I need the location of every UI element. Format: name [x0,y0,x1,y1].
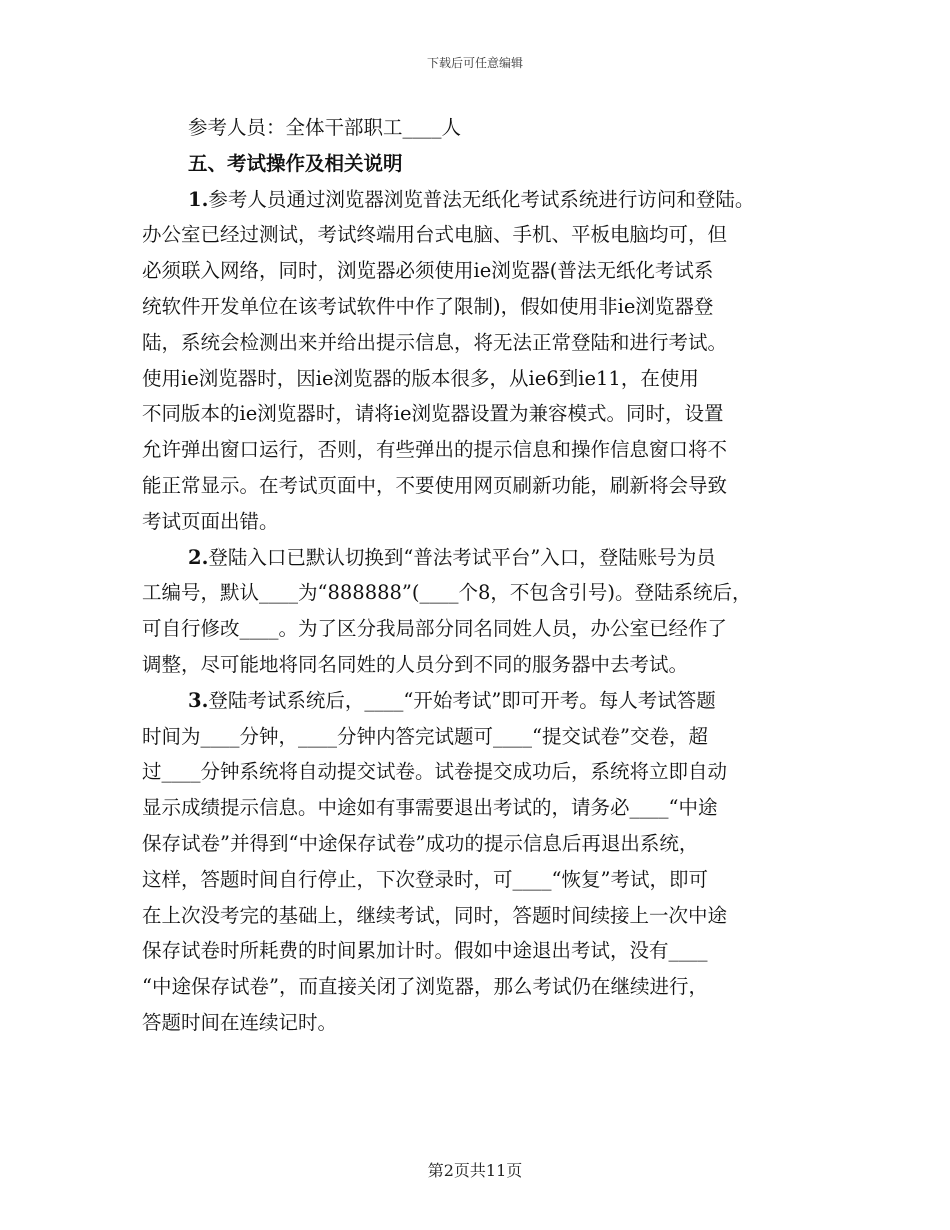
section-title: 五、考试操作及相关说明 [188,151,403,175]
paragraph-line: 调整，尽可能地将同名同姓的人员分到不同的服务器中去考试。 [142,652,689,676]
paragraph-1 [142,182,814,540]
paragraph-line: 能正常显示。在考试页面中，不要使用网页刷新功能，刷新将会导致 [142,473,728,497]
paragraph-line: 工编号，默认____为“888888”(____个8，不包含引号)。登陆系统后， [142,581,752,605]
page-footer: 第2页共11页 [427,1161,523,1180]
paragraph-3 [142,683,814,1041]
paragraph-line: 保存试卷时所耗费的时间累加计时。假如中途退出考试，没有____ [142,939,708,963]
paragraph-line: 1.参考人员通过浏览器浏览普法无纸化考试系统进行访问和登陆。 [188,187,755,211]
paragraph-line: 必须联入网络，同时，浏览器必须使用ie浏览器(普法无纸化考试系 [142,259,714,283]
paragraph-line: 陆，系统会检测出来并给出提示信息，将无法正常登陆和进行考试。 [142,330,728,354]
paragraph-2 [142,540,814,683]
paragraph-line: 考试页面出错。 [142,509,279,533]
paragraph-line: “中途保存试卷”，而直接关闭了浏览器，那么考试仍在继续进行， [142,975,708,999]
paragraph-line: 保存试卷”并得到“中途保存试卷”成功的提示信息后再退出系统， [142,831,699,855]
paragraph-line: 不同版本的ie浏览器时，请将ie浏览器设置为兼容模式。同时，设置 [142,402,724,426]
paragraph-line: 过____分钟系统将自动提交试卷。试卷提交成功后，系统将立即自动 [142,760,728,784]
paragraph-line: 显示成绩提示信息。中途如有事需要退出考试的，请务必____“中途 [142,796,718,820]
paragraph-line: 办公室已经过测试，考试终端用台式电脑、手机、平板电脑均可，但 [142,223,728,247]
paragraph-line: 统软件开发单位在该考试软件中作了限制)，假如使用非ie浏览器登 [142,294,714,318]
paragraph-line: 这样，答题时间自行停止，下次登录时，可____“恢复”考试，即可 [142,867,708,891]
paragraph-line: 允许弹出窗口运行，否则，有些弹出的提示信息和操作信息窗口将不 [142,438,728,462]
document-body [142,110,814,1041]
paragraph-line: 时间为____分钟，____分钟内答完试题可____“提交试卷”交卷，超 [142,724,708,748]
paragraph-line: 在上次没考完的基础上，继续考试，同时，答题时间续接上一次中途 [142,903,728,927]
page-header: 下载后可任意编辑 [426,56,523,70]
paragraph-line: 2.登陆入口已默认切换到“普法考试平台”入口，登陆账号为员 [188,545,716,569]
paragraph-number: 1. [188,187,209,211]
paragraph-line: 3.登陆考试系统后，____“开始考试”即可开考。每人考试答题 [188,688,716,712]
paragraph-line: 可自行修改____。为了区分我局部分同名同姓人员，办公室已经作了 [142,617,728,641]
paragraph-line: 使用ie浏览器时，因ie浏览器的版本很多，从ie6到ie11，在使用 [142,366,699,390]
attendees-line: 参考人员：全体干部职工____人 [188,116,462,139]
paragraph-line: 答题时间在连续记时。 [142,1010,338,1034]
paragraph-number: 2. [188,545,209,569]
paragraph-number: 3. [188,688,209,712]
